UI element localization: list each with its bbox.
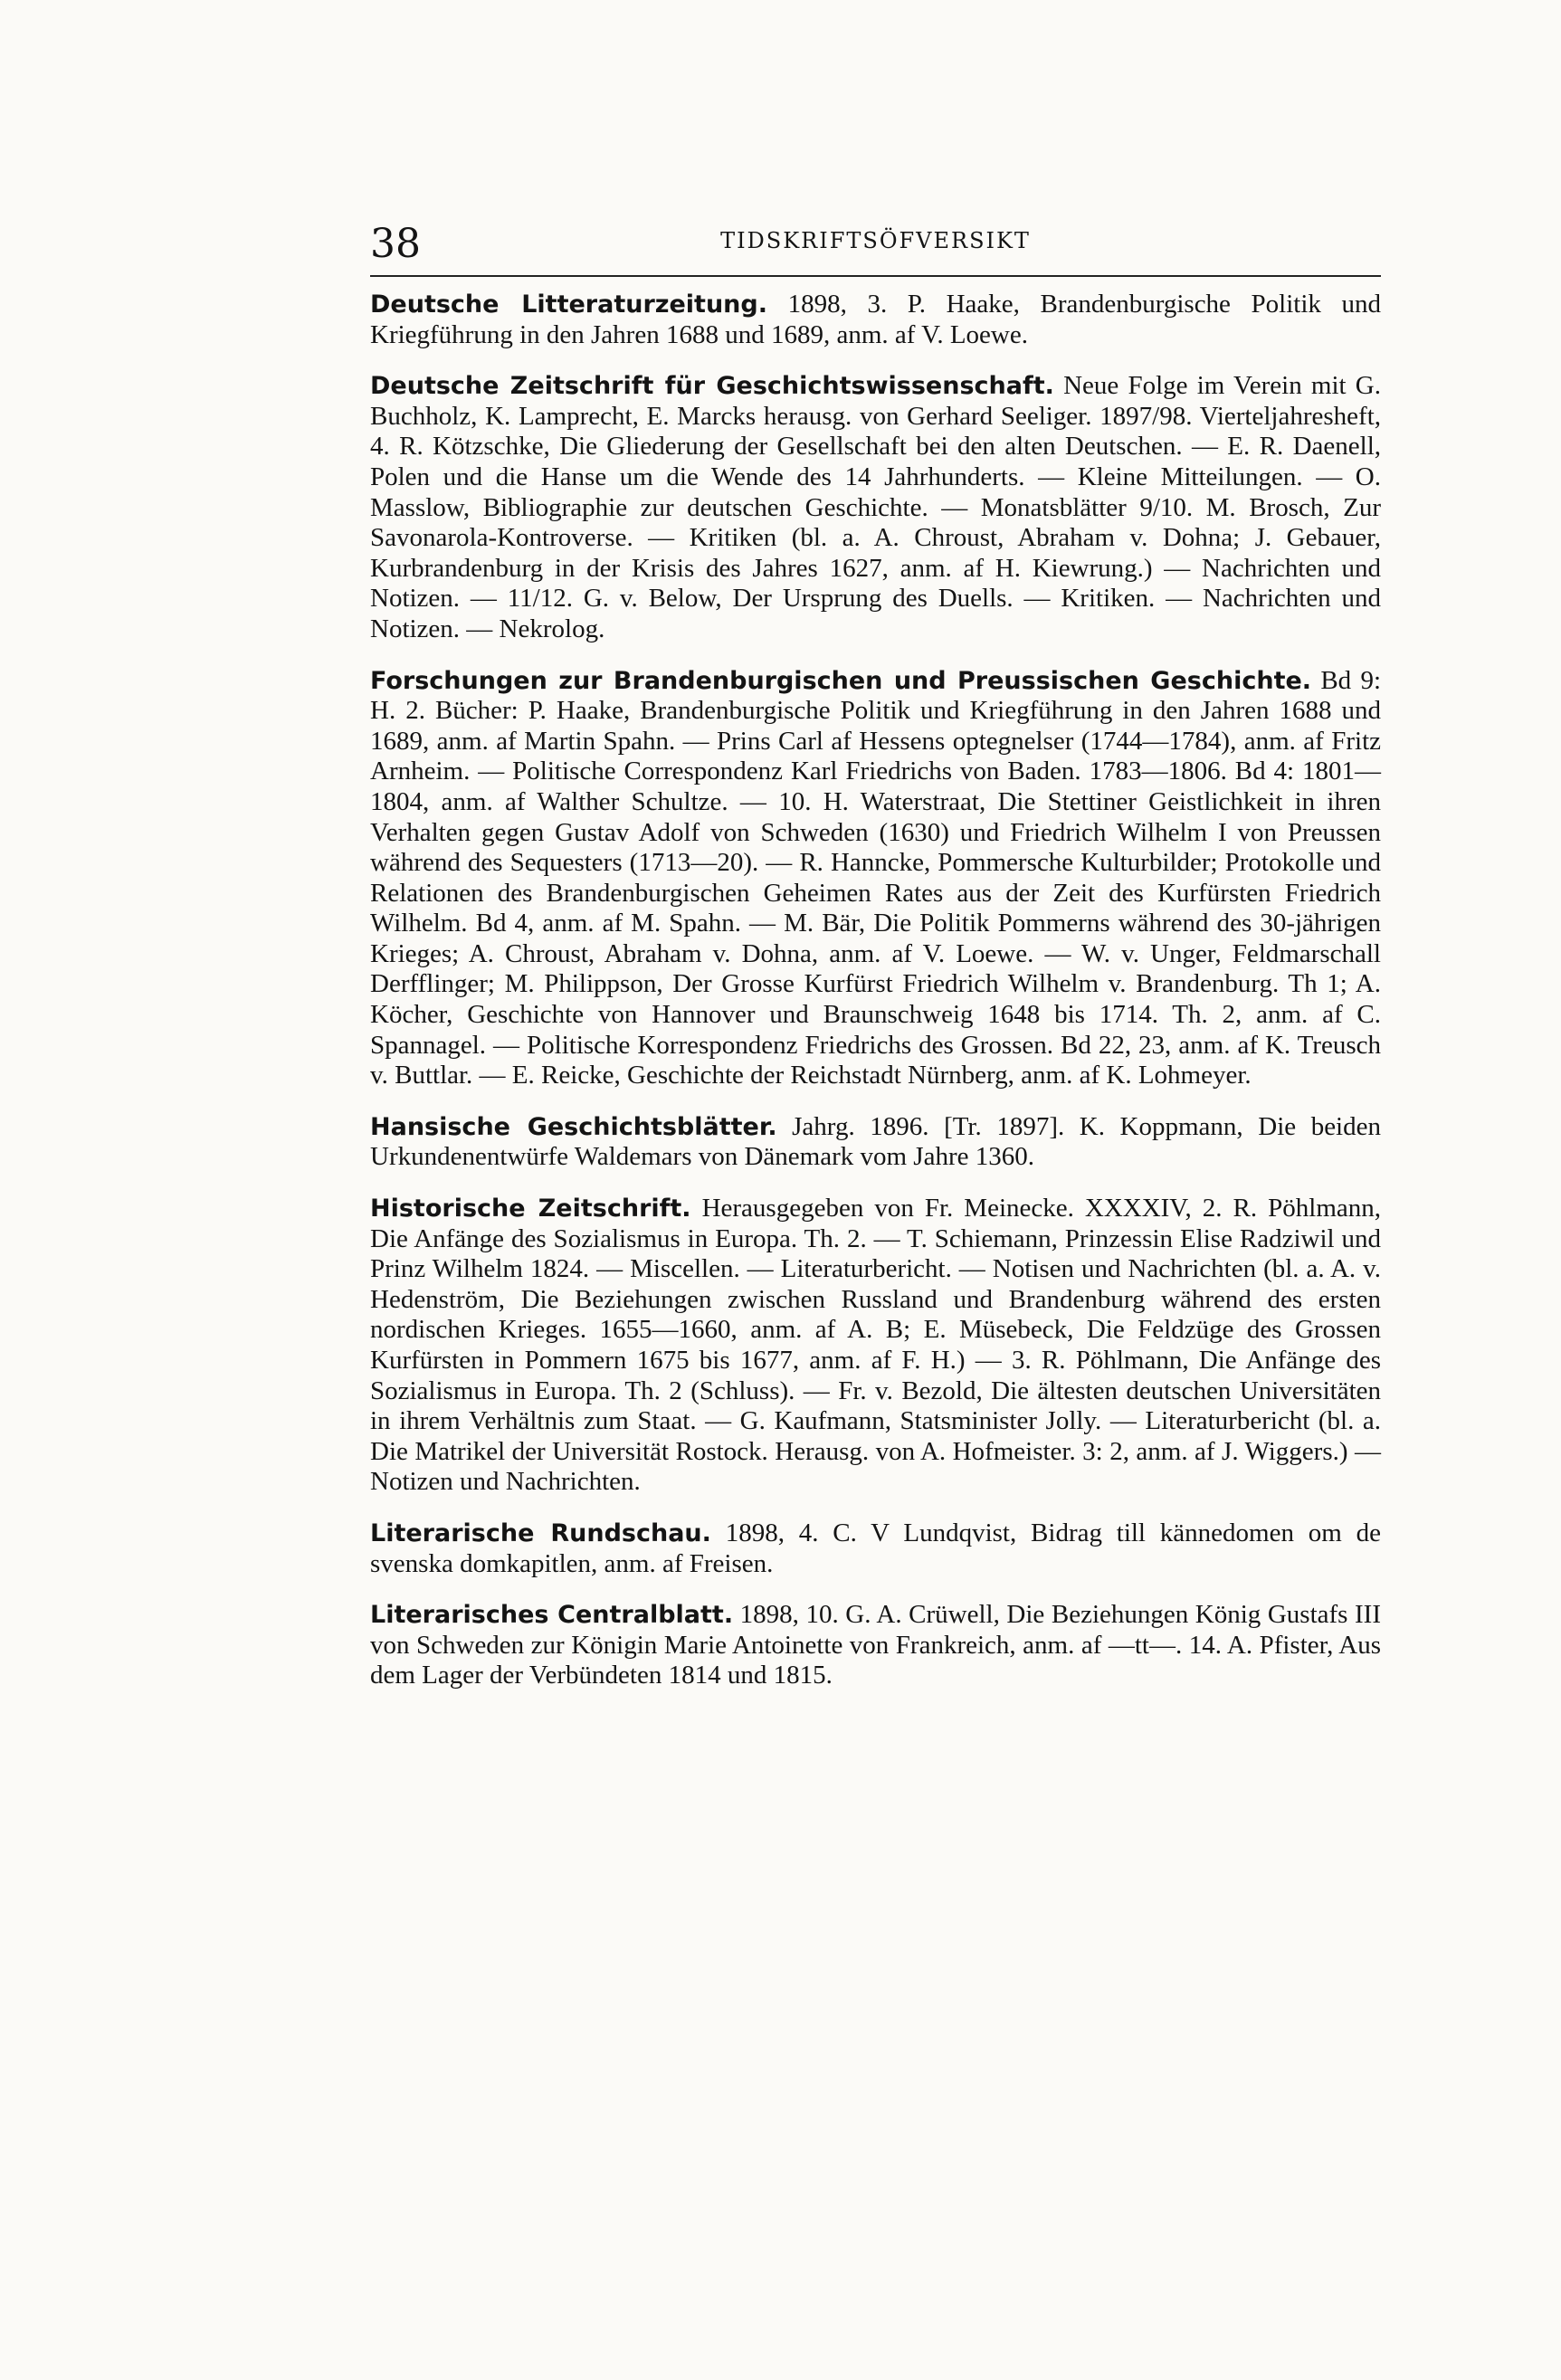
journal-entry: [370, 666, 1381, 1091]
journal-entry: [370, 371, 1381, 644]
journal-title: Deutsche Zeitschrift für Geschichtswissenschaft.: [370, 372, 1054, 401]
page-header: [370, 217, 1381, 271]
journal-entry: [370, 1112, 1381, 1173]
journal-entry: [370, 1194, 1381, 1498]
entry-text: 1898, 10. G. A. Crüwell, Die Beziehungen König Gustafs III von Schweden zur Königin Marie Antoinette von Frankreich, anm. af —tt—. 14. A. Pfister, Aus dem Lager der Verbündeten 1814 und 1815.: [370, 1600, 1381, 1690]
journal-title: Forschungen zur Brandenburgischen und Preussischen Geschichte.: [370, 666, 1312, 695]
document-page: [370, 0, 1381, 2380]
entry-text: Neue Folge im Verein mit G. Buchholz, K. Lamprecht, E. Marcks herausg. von Gerhard Seeliger. 1897/98. Vierteljahresheft, 4. R. Kötzschke, Die Gliederung der Gesellschaft bei den alten Deutschen. — E. R. Daenell, Polen und die Hanse um die Wende des 14 Jahrhunderts. — Kleine Mitteilungen. — O. Masslow, Bibliographie zur deutschen Geschichte. — Monatsblätter 9/10. M. Brosch, Zur Savonarola-Kontroverse. — Kritiken (bl. a. A. Chroust, Abraham v. Dohna; J. Gebauer, Kurbrandenburg in der Krisis des Jahres 1627, anm. af H. Kiewrung.) — Nachrichten und Notizen. — 11/12. G. v. Below, Der Ursprung des Duells. — Kritiken. — Nachrichten und Notizen. — Nekrolog.: [370, 371, 1381, 643]
journal-title: Hansische Geschichtsblätter.: [370, 1112, 777, 1141]
page-number: 38: [370, 221, 421, 267]
running-title: TIDSKRIFTSÖFVERSIKT: [720, 228, 1031, 253]
journal-entry: [370, 1518, 1381, 1579]
entry-text: Bd 9: H. 2. Bücher: P. Haake, Brandenburgische Politik und Kriegführung in den Jahren 1688 und 1689, anm. af Martin Spahn. — Prins Carl af Hessens optegnelser (1744—1784), anm. af Fritz Arnheim. — Politische Correspondenz Karl Friedrichs von Baden. 1783—1806. Bd 4: 1801—1804, anm. af Walther Schultze. — 10. H. Waterstraat, Die Stettiner Geistlichkeit in ihren Verhalten gegen Gustav Adolf von Schweden (1630) und Friedrich Wilhelm I von Preussen während des Sequesters (1713—20). — R. Hanncke, Pommersche Kulturbilder; Protokolle und Relationen des Brandenburgischen Geheimen Rates aus der Zeit des Kurfürsten Friedrich Wilhelm. Bd 4, anm. af M. Spahn. — M. Bär, Die Politik Pommerns während des 30-jährigen Krieges; A. Chroust, Abraham v. Dohna, anm. af V. Loewe. — W. v. Unger, Feldmarschall Derfflinger; M. Philippson, Der Grosse Kurfürst Friedrich Wilhelm v. Brandenburg. Th 1; A. Köcher, Geschichte von Hannover und Braunschweig 1648 bis 1714. Th. 2, anm. af C. Spannagel. — Politische Korrespondenz Friedrichs des Grossen. Bd 22, 23, anm. af K. Treusch v. Buttlar. — E. Reicke, Geschichte der Reichstadt Nürnberg, anm. af K. Lohmeyer.: [370, 665, 1382, 1090]
entry-text: Herausgegeben von Fr. Meinecke. XXXXIV, 2. R. Pöhlmann, Die Anfänge des Sozialismus in Europa. Th. 2. — T. Schiemann, Prinzessin Elise Radziwil und Prinz Wilhelm 1824. — Miscellen. — Literaturbericht. — Notisen und Nachrichten (bl. a. A. v. Hedenström, Die Beziehungen zwischen Russland und Brandenburg während des ersten nordischen Krieges. 1655—1660, anm. af A. B; E. Müsebeck, Die Feldzüge des Grossen Kurfürsten in Pommern 1675 bis 1677, anm. af F. H.) — 3. R. Pöhlmann, Die Anfänge des Sozialismus in Europa. Th. 2 (Schluss). — Fr. v. Bezold, Die ältesten deutschen Universitäten in ihrem Verhältnis zum Staat. — G. Kaufmann, Statsminister Jolly. — Literaturbericht (bl. a. Die Matrikel der Universität Rostock. Herausg. von A. Hofmeister. 3: 2, anm. af J. Wiggers.) — Notizen und Nachrichten.: [370, 1194, 1381, 1497]
header-divider: [370, 275, 1381, 277]
journal-list: [370, 290, 1381, 1712]
journal-title: Literarische Rundschau.: [370, 1518, 711, 1547]
entry-text: Jahrg. 1896. [Tr. 1897]. K. Koppmann, Die beiden Urkundenentwürfe Waldemars von Dänemark vom Jahre 1360.: [370, 1111, 1381, 1172]
journal-entry: [370, 1600, 1381, 1691]
journal-title: Literarisches Centralblatt.: [370, 1601, 734, 1630]
entry-text: 1898, 3. P. Haake, Brandenburgische Politik und Kriegführung in den Jahren 1688 und 1689, anm. af V. Loewe.: [370, 290, 1381, 349]
journal-title: Historische Zeitschrift.: [370, 1195, 691, 1223]
entry-text: 1898, 4. C. V Lundqvist, Bidrag till kännedomen om de svenska domkapitlen, anm. af Freisen.: [370, 1518, 1381, 1578]
journal-entry: [370, 290, 1381, 350]
journal-title: Deutsche Litteraturzeitung.: [370, 290, 767, 319]
